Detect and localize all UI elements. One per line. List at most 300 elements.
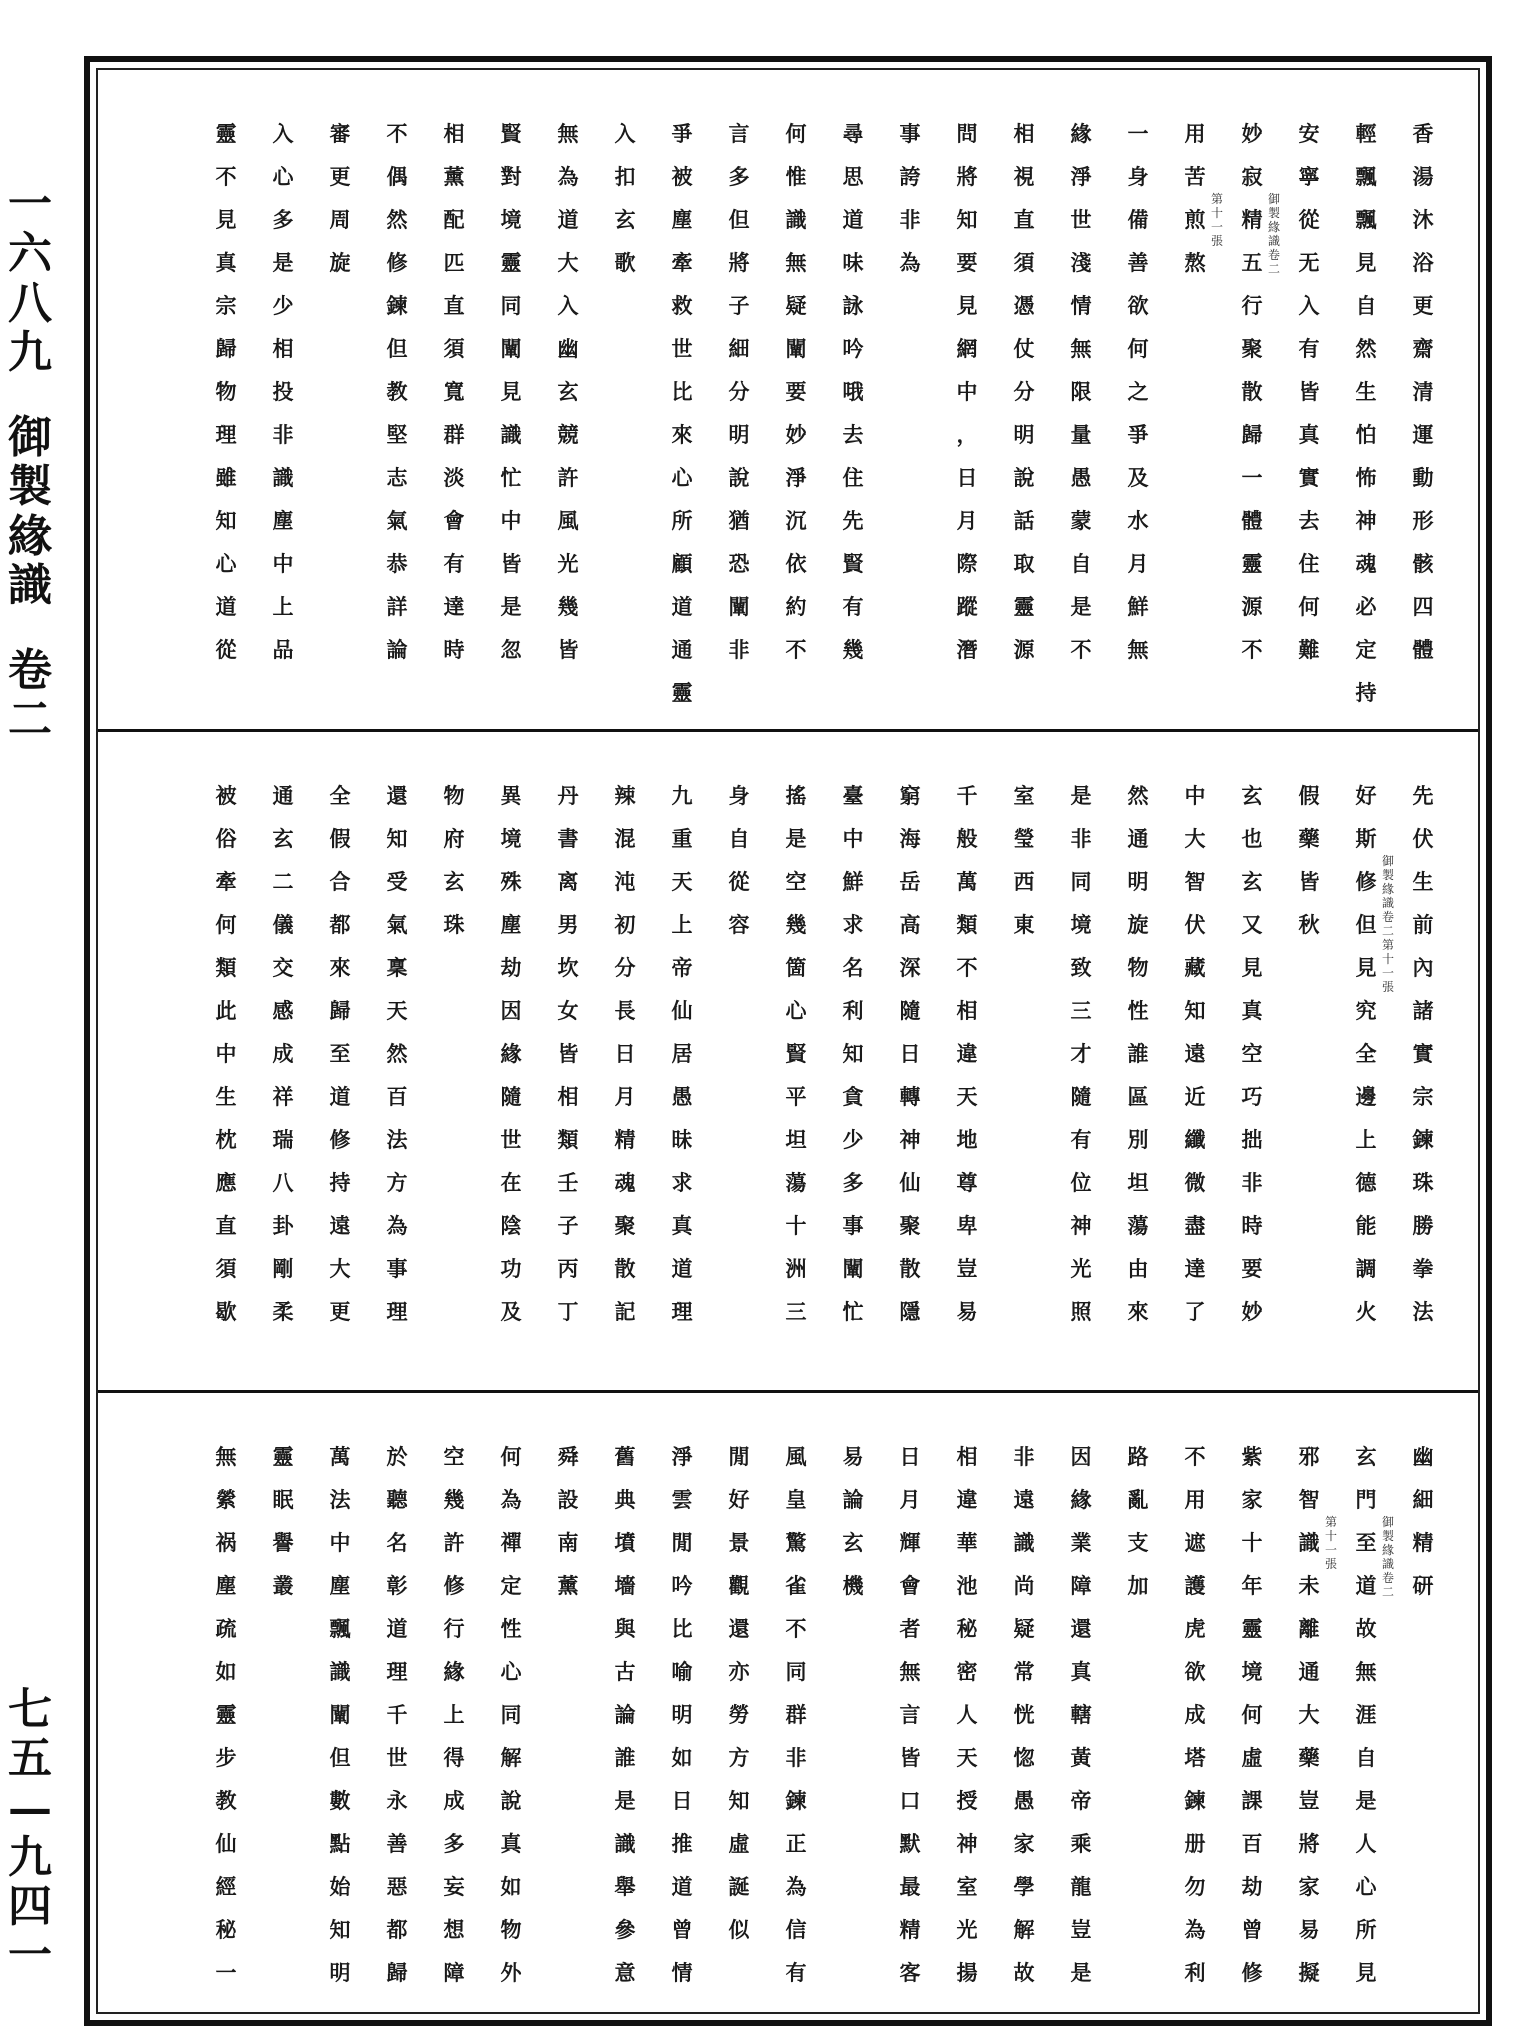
glyph: 空 [1241, 1041, 1263, 1066]
margin-glyph: 五 [8, 1733, 52, 1785]
note-glyph: 御 [1267, 192, 1280, 206]
glyph: 千 [386, 1702, 408, 1727]
glyph: 情 [671, 1960, 693, 1985]
glyph: 勿 [1184, 1874, 1206, 1899]
glyph: 天 [956, 1745, 978, 1770]
margin-title [4, 180, 56, 745]
glyph: 所 [671, 508, 693, 533]
glyph: 闡 [728, 594, 750, 619]
glyph: 吟 [671, 1573, 693, 1598]
glyph: 雀 [785, 1573, 807, 1598]
glyph: 舜 [557, 1444, 579, 1469]
note-glyph: 製 [1381, 1529, 1394, 1543]
glyph: 從 [728, 869, 750, 894]
glyph: 旋 [329, 250, 351, 275]
glyph: 直 [215, 1213, 237, 1238]
glyph: 秋 [1298, 912, 1320, 937]
glyph: 上 [443, 1702, 465, 1727]
glyph: 歸 [386, 1960, 408, 1985]
note-glyph: 二 [1381, 1585, 1394, 1599]
glyph: 柔 [272, 1299, 294, 1324]
glyph: 才 [1070, 1041, 1092, 1066]
glyph: 貪 [842, 1084, 864, 1109]
glyph: 盡 [1184, 1213, 1206, 1238]
glyph: 永 [386, 1788, 408, 1813]
glyph: 形 [1412, 508, 1434, 533]
glyph: 忽 [500, 637, 522, 662]
glyph: 年 [1241, 1573, 1263, 1598]
glyph: 何 [785, 121, 807, 146]
glyph: 五 [1241, 250, 1263, 275]
glyph: 臺 [842, 783, 864, 808]
glyph: 生 [1355, 379, 1377, 404]
glyph: 十 [785, 1213, 807, 1238]
glyph: 明 [1127, 869, 1149, 894]
glyph: 步 [215, 1745, 237, 1770]
glyph: 實 [1412, 1041, 1434, 1066]
text-column [657, 774, 707, 1333]
glyph: 異 [500, 783, 522, 808]
glyph: 自 [728, 826, 750, 851]
glyph: 尊 [956, 1170, 978, 1195]
glyph: 分 [614, 955, 636, 980]
glyph: 正 [785, 1831, 807, 1856]
glyph: 量 [1070, 422, 1092, 447]
margin-glyph: 御 [8, 412, 52, 464]
glyph: 解 [500, 1745, 522, 1770]
glyph: 此 [215, 998, 237, 1023]
glyph: 賢 [785, 1041, 807, 1066]
glyph: 十 [1241, 1530, 1263, 1555]
glyph: 定 [1355, 637, 1377, 662]
text-column [1113, 1435, 1163, 1607]
glyph: 府 [443, 826, 465, 851]
glyph: 火 [1355, 1299, 1377, 1324]
glyph: 聚 [1241, 336, 1263, 361]
glyph: 競 [557, 422, 579, 447]
glyph: 知 [728, 1788, 750, 1813]
glyph: 日 [899, 1041, 921, 1066]
glyph: 緣 [500, 1041, 522, 1066]
glyph: 妙 [1241, 121, 1263, 146]
glyph: 假 [329, 826, 351, 851]
glyph: 萬 [956, 869, 978, 894]
text-column [657, 112, 707, 714]
glyph: 非 [728, 637, 750, 662]
glyph: 典 [614, 1487, 636, 1512]
glyph: 闡 [842, 1256, 864, 1281]
glyph: 言 [899, 1702, 921, 1727]
glyph: 法 [386, 1127, 408, 1152]
margin-page-number [4, 1685, 56, 1981]
glyph: 氣 [386, 508, 408, 533]
glyph: 時 [1241, 1213, 1263, 1238]
glyph: 涯 [1355, 1702, 1377, 1727]
glyph: 劫 [1241, 1874, 1263, 1899]
glyph: 淨 [785, 465, 807, 490]
glyph: 去 [842, 422, 864, 447]
glyph: 無 [1127, 637, 1149, 662]
glyph: 救 [671, 293, 693, 318]
glyph: 南 [557, 1530, 579, 1555]
glyph: 賢 [842, 551, 864, 576]
glyph: 真 [500, 1831, 522, 1856]
glyph: 信 [785, 1917, 807, 1942]
glyph: 合 [329, 869, 351, 894]
glyph: 分 [1013, 379, 1035, 404]
glyph: 非 [272, 422, 294, 447]
glyph: 好 [1355, 783, 1377, 808]
glyph: 道 [842, 207, 864, 232]
glyph: 誰 [1127, 1041, 1149, 1066]
glyph: 來 [671, 422, 693, 447]
glyph: 散 [899, 1256, 921, 1281]
glyph: 是 [500, 594, 522, 619]
glyph: ， [956, 422, 978, 447]
glyph: 點 [329, 1831, 351, 1856]
glyph: 世 [671, 336, 693, 361]
glyph: 見 [956, 293, 978, 318]
glyph: 靈 [1241, 551, 1263, 576]
glyph: 去 [1298, 508, 1320, 533]
glyph: 塵 [500, 912, 522, 937]
glyph: 月 [614, 1084, 636, 1109]
glyph: 月 [956, 508, 978, 533]
glyph: 殊 [500, 869, 522, 894]
glyph: 被 [215, 783, 237, 808]
glyph: 明 [1013, 422, 1035, 447]
note-glyph: 第 [1324, 1515, 1337, 1529]
text-column [315, 774, 365, 1333]
text-column [885, 774, 935, 1333]
glyph: 明 [329, 1960, 351, 1985]
glyph: 境 [1241, 1659, 1263, 1684]
glyph: 易 [842, 1444, 864, 1469]
glyph: 道 [215, 594, 237, 619]
note-glyph: 緣 [1267, 220, 1280, 234]
glyph: 直 [1013, 207, 1035, 232]
glyph: 閒 [671, 1530, 693, 1555]
glyph: 家 [1013, 1831, 1035, 1856]
glyph: 事 [842, 1213, 864, 1238]
glyph: 為 [557, 164, 579, 189]
text-column [600, 112, 650, 284]
note-glyph: 緣 [1381, 1543, 1394, 1557]
glyph: 源 [1241, 594, 1263, 619]
glyph: 顧 [671, 551, 693, 576]
glyph: 水 [1127, 508, 1149, 533]
glyph: 妄 [443, 1874, 465, 1899]
glyph: 非 [1241, 1170, 1263, 1195]
glyph: 言 [728, 121, 750, 146]
text-column [1227, 1435, 1277, 1994]
text-column [315, 1435, 365, 1994]
glyph: 更 [329, 1299, 351, 1324]
glyph: 從 [215, 637, 237, 662]
glyph: 輝 [899, 1530, 921, 1555]
glyph: 法 [329, 1487, 351, 1512]
glyph: 別 [1127, 1127, 1149, 1152]
glyph: 還 [1070, 1616, 1092, 1641]
glyph: 時 [443, 637, 465, 662]
glyph: 鮮 [1127, 594, 1149, 619]
glyph: 皆 [557, 1041, 579, 1066]
glyph: 事 [899, 121, 921, 146]
text-column [771, 1435, 821, 1994]
glyph: 好 [728, 1487, 750, 1512]
glyph: 詠 [842, 293, 864, 318]
glyph: 將 [1298, 1831, 1320, 1856]
glyph: 沉 [785, 508, 807, 533]
note-glyph: 十 [1324, 1529, 1337, 1543]
glyph: 是 [1355, 1788, 1377, 1813]
glyph: 誕 [728, 1874, 750, 1899]
glyph: 日 [614, 1041, 636, 1066]
glyph: 詳 [386, 594, 408, 619]
glyph: 遮 [1184, 1530, 1206, 1555]
glyph: 道 [1355, 1573, 1377, 1598]
text-column [828, 112, 878, 671]
glyph: 秘 [956, 1616, 978, 1641]
glyph: 知 [842, 1041, 864, 1066]
glyph: 塔 [1184, 1745, 1206, 1770]
glyph: 卦 [272, 1213, 294, 1238]
glyph: 先 [1412, 783, 1434, 808]
glyph: 飄 [329, 1616, 351, 1641]
glyph: 魂 [1355, 551, 1377, 576]
glyph: 無 [215, 1444, 237, 1469]
note-glyph: 二 [1381, 924, 1394, 938]
glyph: 位 [1070, 1170, 1092, 1195]
glyph: 許 [557, 465, 579, 490]
glyph: 天 [386, 998, 408, 1023]
glyph: 鍊 [1412, 1127, 1434, 1152]
glyph: 幾 [842, 637, 864, 662]
glyph: 照 [1070, 1299, 1092, 1324]
glyph: 寂 [1241, 164, 1263, 189]
text-column [201, 774, 251, 1333]
glyph: 尋 [842, 121, 864, 146]
glyph: 心 [785, 998, 807, 1023]
glyph: 更 [1412, 293, 1434, 318]
glyph: 四 [1412, 594, 1434, 619]
glyph: 爭 [1127, 422, 1149, 447]
glyph: 日 [671, 1788, 693, 1813]
glyph: 丁 [557, 1299, 579, 1324]
glyph: 齋 [1412, 336, 1434, 361]
glyph: 闡 [500, 336, 522, 361]
glyph: 同 [1070, 869, 1092, 894]
glyph: 門 [1355, 1487, 1377, 1512]
note-glyph: 張 [1210, 234, 1223, 248]
glyph: 偶 [386, 164, 408, 189]
glyph: 神 [1355, 508, 1377, 533]
glyph: 無 [785, 250, 807, 275]
text-column [1398, 774, 1448, 1333]
glyph: 魂 [614, 1170, 636, 1195]
glyph: 疏 [215, 1616, 237, 1641]
note-glyph: 緣 [1381, 882, 1394, 896]
text-column [1056, 112, 1106, 671]
glyph: 有 [1298, 336, 1320, 361]
text-column [429, 1435, 479, 1994]
glyph: 亦 [728, 1659, 750, 1684]
glyph: 靈 [272, 1444, 294, 1469]
glyph: 歇 [215, 1299, 237, 1324]
glyph: 道 [671, 1256, 693, 1281]
glyph: 中 [500, 508, 522, 533]
glyph: 靈 [1013, 594, 1035, 619]
glyph: 不 [1184, 1444, 1206, 1469]
text-column [1398, 112, 1448, 671]
glyph: 隨 [899, 998, 921, 1023]
glyph: 伏 [1412, 826, 1434, 851]
glyph: 成 [443, 1788, 465, 1813]
glyph: 剛 [272, 1256, 294, 1281]
glyph: 及 [500, 1299, 522, 1324]
glyph: 拳 [1412, 1256, 1434, 1281]
text-column [258, 774, 308, 1333]
glyph: 玄 [614, 207, 636, 232]
glyph: 丹 [557, 783, 579, 808]
glyph: 行 [1241, 293, 1263, 318]
margin-glyph: 七 [8, 1684, 52, 1735]
glyph: 轉 [899, 1084, 921, 1109]
glyph: 家 [1298, 1874, 1320, 1899]
glyph: 雲 [671, 1487, 693, 1512]
glyph: 方 [728, 1745, 750, 1770]
glyph: 道 [671, 594, 693, 619]
text-column [486, 774, 536, 1333]
glyph: 審 [329, 121, 351, 146]
marginal-note [1262, 192, 1286, 276]
glyph: 真 [1070, 1659, 1092, 1684]
text-column [771, 774, 821, 1333]
glyph: 自 [1355, 1745, 1377, 1770]
glyph: 通 [1298, 1659, 1320, 1684]
margin-glyph: 九 [8, 326, 52, 378]
glyph: 取 [1013, 551, 1035, 576]
glyph: 沐 [1412, 207, 1434, 232]
glyph: 秘 [215, 1917, 237, 1942]
glyph: 相 [956, 998, 978, 1023]
glyph: 离 [557, 869, 579, 894]
glyph: 善 [1127, 250, 1149, 275]
glyph: 課 [1241, 1788, 1263, 1813]
glyph: 交 [272, 955, 294, 980]
glyph: 仙 [899, 1170, 921, 1195]
glyph: 見 [1355, 955, 1377, 980]
glyph: 空 [785, 869, 807, 894]
glyph: 玄 [1241, 783, 1263, 808]
glyph: 隨 [1070, 1084, 1092, 1109]
glyph: 歸 [329, 998, 351, 1023]
glyph: 故 [1013, 1960, 1035, 1985]
glyph: 聚 [899, 1213, 921, 1238]
glyph: 心 [500, 1659, 522, 1684]
glyph: 致 [1070, 955, 1092, 980]
glyph: 意 [614, 1960, 636, 1985]
glyph: 般 [956, 826, 978, 851]
glyph: 身 [728, 783, 750, 808]
glyph: 大 [1298, 1702, 1320, 1727]
glyph: 多 [272, 207, 294, 232]
glyph: 轄 [1070, 1702, 1092, 1727]
margin-glyph: — [8, 1782, 52, 1834]
glyph: 際 [956, 551, 978, 576]
note-glyph: 十 [1381, 952, 1394, 966]
glyph: 九 [671, 783, 693, 808]
glyph: 寬 [443, 379, 465, 404]
text-column [1341, 112, 1391, 714]
glyph: 心 [1355, 1874, 1377, 1899]
glyph: 忙 [842, 1299, 864, 1324]
glyph: 海 [899, 826, 921, 851]
glyph: 玄 [557, 379, 579, 404]
glyph: 分 [728, 379, 750, 404]
glyph: 與 [614, 1616, 636, 1641]
text-column [828, 774, 878, 1333]
glyph: 眠 [272, 1487, 294, 1512]
glyph: 如 [500, 1874, 522, 1899]
glyph: 忙 [500, 465, 522, 490]
text-column [657, 1435, 707, 1994]
glyph: 依 [785, 551, 807, 576]
glyph: 不 [386, 121, 408, 146]
glyph: 因 [1070, 1444, 1092, 1469]
glyph: 同 [500, 1702, 522, 1727]
glyph: 論 [614, 1702, 636, 1727]
glyph: 日 [956, 465, 978, 490]
glyph: 亂 [1127, 1487, 1149, 1512]
left-margin [0, 179, 60, 1982]
glyph: 祸 [215, 1530, 237, 1555]
glyph: 蕩 [1127, 1213, 1149, 1238]
glyph: 難 [1298, 637, 1320, 662]
glyph: 塵 [329, 1573, 351, 1598]
glyph: 多 [728, 164, 750, 189]
glyph: 見 [1355, 250, 1377, 275]
text-column [1113, 112, 1163, 671]
glyph: 无 [1298, 250, 1320, 275]
glyph: 遠 [329, 1213, 351, 1238]
glyph: 淡 [443, 465, 465, 490]
glyph: 為 [386, 1213, 408, 1238]
glyph: 障 [443, 1960, 465, 1985]
glyph: 未 [1298, 1573, 1320, 1598]
glyph: 珠 [1412, 1170, 1434, 1195]
glyph: 上 [272, 594, 294, 619]
glyph: 幽 [1412, 1444, 1434, 1469]
glyph: 愚 [1013, 1788, 1035, 1813]
margin-glyph: 二 [8, 694, 52, 746]
glyph: 仙 [671, 998, 693, 1023]
text-column [486, 112, 536, 671]
glyph: 然 [386, 1041, 408, 1066]
glyph: 愚 [1070, 465, 1092, 490]
glyph: 中 [1184, 783, 1206, 808]
glyph: 蒙 [1070, 508, 1092, 533]
glyph: 寧 [1298, 164, 1320, 189]
glyph: 蕩 [785, 1170, 807, 1195]
glyph: 前 [1412, 912, 1434, 937]
glyph: 周 [329, 207, 351, 232]
glyph: 對 [500, 164, 522, 189]
glyph: 還 [728, 1616, 750, 1641]
glyph: 虛 [728, 1831, 750, 1856]
glyph: 邪 [1298, 1444, 1320, 1469]
glyph: 入 [557, 293, 579, 318]
